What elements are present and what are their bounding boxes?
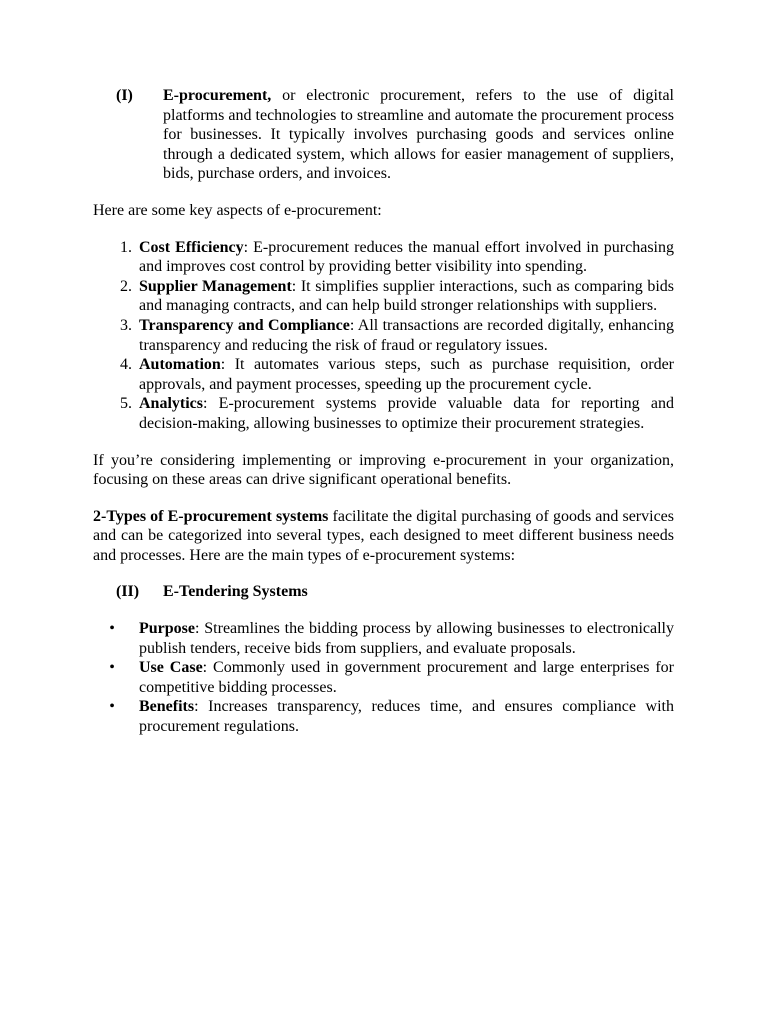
list-item-title: Automation xyxy=(139,356,221,374)
list-item xyxy=(93,238,674,277)
list-item-title: Supplier Management xyxy=(139,277,292,295)
list-item xyxy=(93,619,674,658)
list-item-text: : It automates various steps, such as purchase requisition, order approvals, and payment processes, speeding up the procurement cycle. xyxy=(139,356,674,393)
list-item-text: : E-procurement systems provide valuable data for reporting and decision-making, allowing businesses to optimize their procurement strategies. xyxy=(139,395,674,432)
bullet-icon: • xyxy=(109,698,115,716)
list-item-text: : Commonly used in government procurement and large enterprises for competitive bidding processes. xyxy=(139,659,675,696)
section-ii-heading xyxy=(163,582,674,602)
bullet-icon: • xyxy=(109,620,115,638)
list-item-text: : It simplifies supplier interactions, such as comparing bids and managing contracts, and can help build stronger relationships with suppliers. xyxy=(139,277,675,315)
bullet-icon: • xyxy=(109,659,115,677)
list-item-title: Analytics xyxy=(139,395,203,413)
section-ii-label: (II) xyxy=(116,583,140,601)
list-item-number: 5. xyxy=(120,395,132,413)
list-item-title: Cost Efficiency xyxy=(139,238,244,256)
section-i-paragraph xyxy=(163,86,674,184)
list-item-title: Purpose xyxy=(139,620,195,638)
list-item-text: : Streamlines the bidding process by allowing businesses to electronically publish tenders, receive bids from suppliers, and evaluate proposals. xyxy=(139,620,674,657)
section-i-term: E-procurement, xyxy=(163,87,272,104)
list-item-number: 1. xyxy=(120,238,132,256)
list-item-text: : E-procurement reduces the manual effort involved in purchasing and improves cost control by providing better visibility into spending. xyxy=(139,238,675,276)
conclusion-paragraph: If you’re considering implementing or improving e-procurement in your organization, focusing on these areas can drive significant operational benefits. xyxy=(93,451,674,489)
etendering-list xyxy=(93,619,674,737)
list-item-title: Transparency and Compliance xyxy=(139,316,350,334)
section-i xyxy=(116,86,674,184)
list-item-title: Use Case xyxy=(139,659,203,677)
list-item xyxy=(93,394,674,433)
types-paragraph xyxy=(93,507,674,566)
list-item-text: : All transactions are recorded digitally, enhancing transparency and reducing the risk of fraud or regulatory issues. xyxy=(139,316,674,354)
types-title: 2-Types of E-procurement systems xyxy=(93,507,329,525)
list-item-text: : Increases transparency, reduces time, and ensures compliance with procurement regulations. xyxy=(139,698,674,736)
section-i-text: or electronic procurement, refers to the use of digital platforms and technologies to streamline and automate the procurement process for businesses. It typically involves purchasing goods and services online through a dedicated system, which allows for easier management of suppliers, bids, purchase orders, and invoices. xyxy=(163,87,674,183)
section-ii xyxy=(116,582,674,602)
types-text: facilitate the digital purchasing of goods and services and can be categorized into several types, each designed to meet different business needs and processes. Here are the main types of e-procurement systems: xyxy=(93,507,675,564)
list-item-number: 3. xyxy=(120,316,132,334)
list-item xyxy=(93,277,674,316)
aspects-list xyxy=(93,238,674,434)
aspects-intro: Here are some key aspects of e-procurement: xyxy=(93,201,382,219)
list-item xyxy=(93,697,674,736)
list-item-title: Benefits xyxy=(139,698,195,716)
section-ii-title: E-Tendering Systems xyxy=(163,583,308,601)
document-page xyxy=(93,86,674,737)
list-item xyxy=(93,658,674,697)
list-item-number: 4. xyxy=(120,356,132,374)
list-item xyxy=(93,355,674,394)
list-item xyxy=(93,316,674,355)
section-i-label: (I) xyxy=(116,87,133,104)
list-item-number: 2. xyxy=(120,277,132,295)
